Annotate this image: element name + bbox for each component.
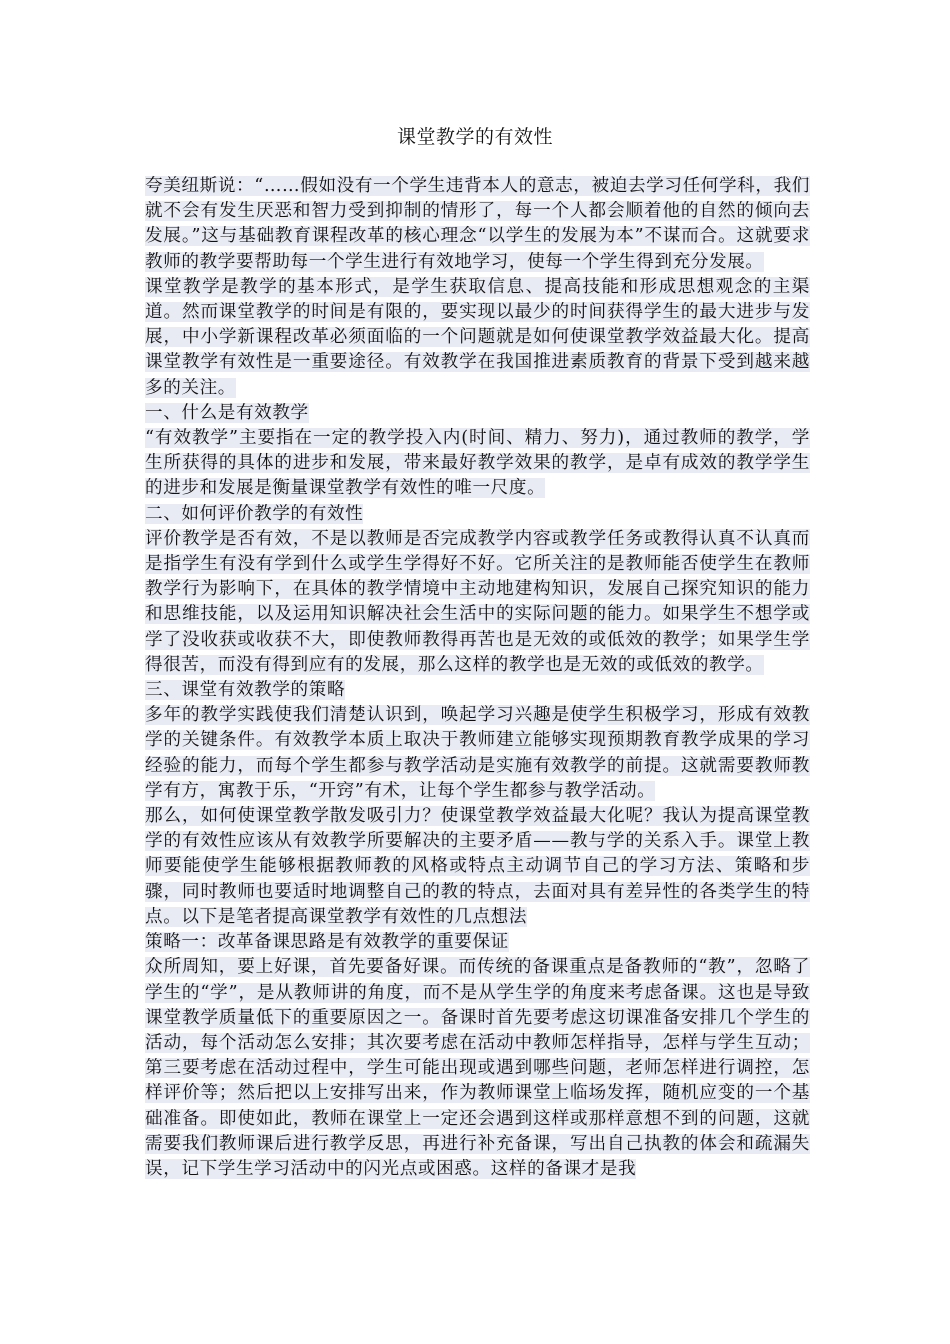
paragraph-intro-quote (145, 174, 810, 275)
heading-text: 策略一：改革备课思路是有效教学的重要保证 (145, 932, 509, 953)
paragraph-practice (145, 703, 810, 804)
paragraph-definition (145, 426, 810, 502)
paragraph-classroom-teaching (145, 275, 810, 401)
paragraph-text: 评价教学是否有效，不是以教师是否完成教学内容或教学任务或教得认真不认真而是指学生有没有学到什么或学生学得好不好。它所关注的是教师能否使学生在教师教学行为影响下，在具体的教学情境中主动地建构知识，发展自己探究知识的能力和思维技能，以及运用知识解决社会生活中的实际问题的能力。如果学生不想学或学了没收获或收获不大，即使教师教得再苦也是无效的或低效的教学；如果学生学得很苦，而没有得到应有的发展，那么这样的教学也是无效的或低效的教学。 (145, 528, 810, 675)
paragraph-text: “有效教学”主要指在一定的教学投入内(时间、精力、努力)，通过教师的教学，学生所获得的具体的进步和发展，带来最好教学效果的教学，是卓有成效的教学学生的进步和发展是衡量课堂教学有效性的唯一尺度。 (145, 428, 810, 499)
paragraph-text: 那么，如何使课堂教学散发吸引力？使课堂教学效益最大化呢？我认为提高课堂教学的有效性应该从有效教学所要解决的主要矛盾——教与学的关系入手。课堂上教师要能使学生能够根据教师教的风格或特点主动调节自己的学习方法、策略和步骤，同时教师也要适时地调整自己的教的特点，去面对具有差异性的各类学生的特点。以下是笔者提高课堂教学有效性的几点想法 (145, 806, 810, 927)
paragraph-text: 课堂教学是教学的基本形式，是学生获取信息、提高技能和形成思想观念的主渠道。然而课堂教学的时间是有限的，要实现以最少的时间获得学生的最大进步与发展，中小学新课程改革必须面临的一个问题就是如何使课堂教学效益最大化。提高课堂教学有效性是一重要途径。有效教学在我国推进素质教育的背景下受到越来越多的关注。 (145, 276, 810, 398)
paragraph-text: 夸美纽斯说：“……假如没有一个学生违背本人的意志，被迫去学习任何学科，我们就不会有发生厌恶和智力受到抑制的情形了，每一个人都会顺着他的自然的倾向去发展。”这与基础教育课程改革的核心理念“以学生的发展为本”不谋而合。这就要求教师的教学要帮助每一个学生进行有效地学习，使每一个学生得到充分发展。 (145, 176, 810, 272)
paragraph-text: 众所周知，要上好课，首先要备好课。而传统的备课重点是备教师的“教”，忽略了学生的“学”，是从教师讲的角度，而不是从学生学的角度来考虑备课。这也是导致课堂教学质量低下的重要原因之一。备课时首先要考虑这切课准备安排几个学生的活动，每个活动怎么安排；其次要考虑在活动中教师怎样指导，怎样与学生互动；第三要考虑在活动过程中，学生可能出现或遇到哪些问题，老师怎样进行调控，怎样评价等；然后把以上安排写出来，作为教师课堂上临场发挥，随机应变的一个基础准备。即使如此，教师在课堂上一定还会遇到这样或那样意想不到的问题，这就需要我们教师课后进行教学反思，再进行补充备课，写出自己执教的体会和疏漏失误，记下学生学习活动中的闪光点或困惑。这样的备课才是我 (145, 957, 810, 1179)
paragraph-text: 多年的教学实践使我们清楚认识到，唤起学习兴趣是使学生积极学习，形成有效教学的关键条件。有效教学本质上取决于教师建立能够实现预期教育教学成果的学习经验的能力，而每个学生都参与教学活动是实施有效教学的前提。这就需要教师教学有方，寓教于乐，“开窍”有术，让每个学生都参与教学活动。 (145, 705, 810, 801)
heading-text: 一、什么是有效教学 (145, 402, 309, 423)
paragraph-lesson-prep (145, 955, 810, 1182)
heading-text: 二、如何评价教学的有效性 (145, 503, 364, 524)
document-title: 课堂教学的有效性 (396, 126, 553, 148)
heading-text: 三、课堂有效教学的策略 (145, 680, 346, 701)
paragraph-evaluation (145, 527, 810, 678)
section-heading-3 (145, 678, 810, 703)
section-heading-2 (145, 502, 810, 527)
section-heading-1 (145, 401, 810, 426)
document-body (145, 174, 810, 1182)
paragraph-attraction (145, 804, 810, 930)
strategy-heading-1 (145, 930, 810, 955)
